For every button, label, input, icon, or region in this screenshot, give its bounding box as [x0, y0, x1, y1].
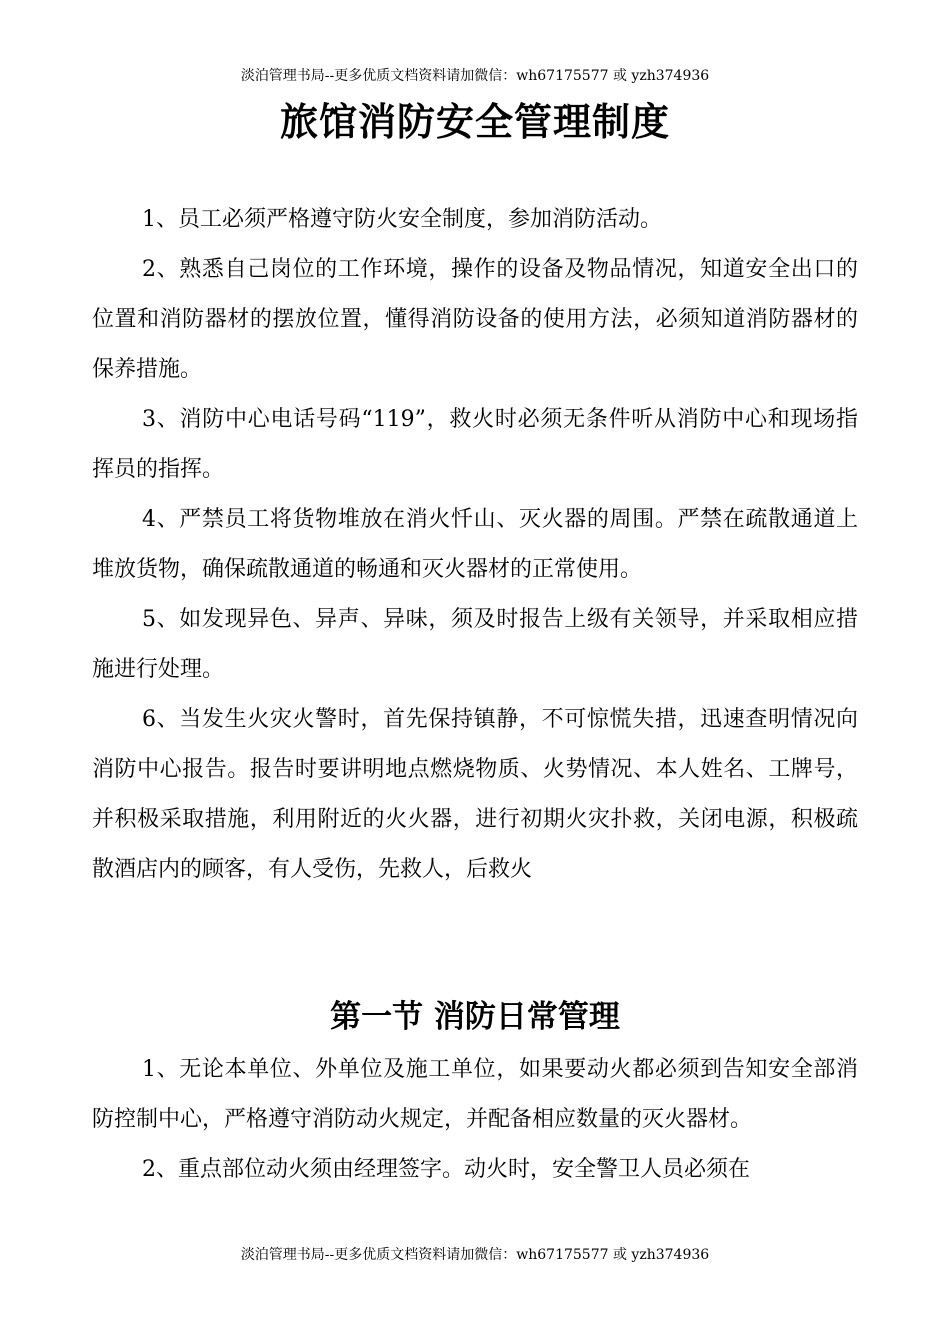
- rule-paragraph: 1、员工必须严格遵守防火安全制度，参加消防活动。: [142, 207, 662, 232]
- rule-paragraph: 2、熟悉自己岗位的工作环境，操作的设备及物品情况，知道安全出口的位置和消防器材的摆放位置，懂得消防设备的使用方法，必须知道消防器材的保养措施。: [92, 257, 858, 382]
- document-title: 旅馆消防安全管理制度: [279, 100, 670, 144]
- footer-note: 淡泊管理书局--更多优质文档资料请加微信：wh67175577 或 yzh374936: [240, 1247, 710, 1263]
- rule-paragraph: 6、当发生火灾火警时，首先保持镇静，不可惊慌失措，迅速查明情况向消防中心报告。报告时要讲明地点燃烧物质、火势情况、本人姓名、工牌号，并积极采取措施，利用附近的火火器，进行初期火灾扑救，关闭电源，积极疏散酒店内的顾客，有人受伤，先救人，后救火: [92, 707, 858, 882]
- rule-paragraph: 4、严禁员工将货物堆放在消火忏山、灭火器的周围。严禁在疏散通道上堆放货物，确保疏散通道的畅通和灭火器材的正常使用。: [92, 507, 858, 582]
- section-heading: 第一节 消防日常管理: [330, 999, 620, 1035]
- rule-paragraph: 3、消防中心电话号码“119”，救火时必须无条件听从消防中心和现场指挥员的指挥。: [92, 407, 858, 482]
- rule-paragraph: 5、如发现异色、异声、异味，须及时报告上级有关领导，并采取相应措施进行处理。: [92, 607, 858, 682]
- header-note: 淡泊管理书局--更多优质文档资料请加微信：wh67175577 或 yzh374936: [240, 68, 710, 84]
- section-rule-paragraph: 1、无论本单位、外单位及施工单位，如果要动火都必须到告知安全部消防控制中心，严格遵守消防动火规定，并配备相应数量的灭火器材。: [92, 1057, 858, 1132]
- section-rules-list: [92, 1045, 858, 1195]
- section-rule-paragraph: 2、重点部位动火须由经理签字。动火时，安全警卫人员必须在: [142, 1157, 750, 1182]
- rules-list: [92, 195, 858, 895]
